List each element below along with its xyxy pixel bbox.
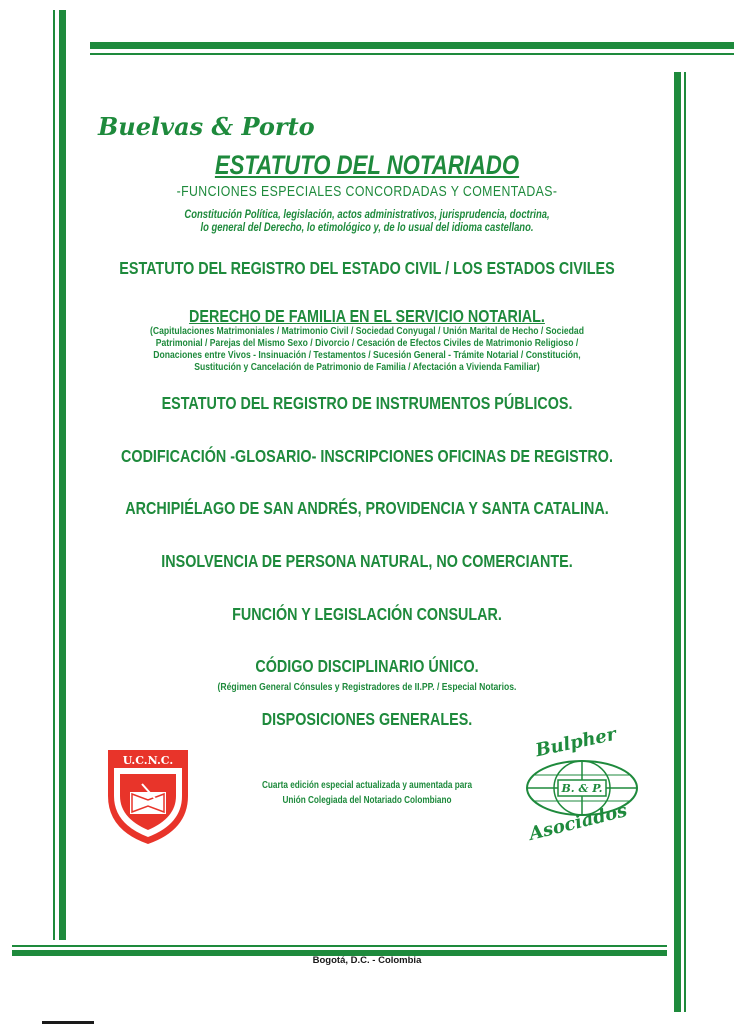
familia-detail-line-3: Donaciones entre Vivos - Insinuación / Testamentos / Sucesión General - Trámite Notarial / Constitución, <box>153 349 581 361</box>
document-title: ESTATUTO DEL NOTARIADO <box>214 150 520 180</box>
bulpher-logo-name: Bulpher <box>533 723 619 762</box>
location-footer: Bogotá, D.C. - Colombia <box>312 955 422 966</box>
section-disposiciones: DISPOSICIONES GENERALES. <box>261 709 473 729</box>
svg-text:U.C.N.C.: U.C.N.C. <box>122 754 174 767</box>
border-top-thick <box>90 42 734 49</box>
ucnc-seal-logo <box>100 744 196 848</box>
familia-detail-line-2: Patrimonial / Parejas del Mismo Sexo / Divorcio / Cesación de Efectos Civiles de Matrimonio Religioso / <box>155 337 579 349</box>
section-archipielago: ARCHIPIÉLAGO DE SAN ANDRÉS, PROVIDENCIA Y SANTA CATALINA. <box>125 498 609 518</box>
section-derecho-familia: DERECHO DE FAMILIA EN EL SERVICIO NOTARIAL. <box>189 306 545 326</box>
description-line-1: Constitución Política, legislación, actos administrativos, jurisprudencia, doctrina, <box>184 209 550 221</box>
border-bottom-thin <box>12 945 667 947</box>
border-top-thin <box>90 53 734 55</box>
publisher-name: Buelvas & Porto <box>98 112 315 141</box>
section-consular: FUNCIÓN Y LEGISLACIÓN CONSULAR. <box>232 604 502 624</box>
section-codigo-disciplinario: CÓDIGO DISCIPLINARIO ÚNICO. <box>255 656 479 676</box>
bulpher-logo-asociados: Asociados <box>526 800 630 845</box>
disciplinario-detail: (Régimen General Cónsules y Registradores de II.PP. / Especial Notarios. <box>217 681 517 693</box>
description-line-2: lo general del Derecho, lo etimológico y, de lo usual del idioma castellano. <box>200 222 534 234</box>
section-insolvencia: INSOLVENCIA DE PERSONA NATURAL, NO COMERCIANTE. <box>161 551 573 571</box>
svg-text:B. & P.: B. & P. <box>561 782 603 795</box>
document-subtitle: -FUNCIONES ESPECIALES CONCORDADAS Y COMENTADAS- <box>176 183 558 200</box>
section-registro-civil: ESTATUTO DEL REGISTRO DEL ESTADO CIVIL / LOS ESTADOS CIVILES <box>119 258 615 278</box>
familia-detail-line-4: Sustitución y Cancelación de Patrimonio de Familia / Afectación a Vivienda Familiar) <box>194 361 540 373</box>
familia-detail-line-1: (Capitulaciones Matrimoniales / Matrimonio Civil / Sociedad Conyugal / Unión Marital de Hecho / Sociedad <box>150 325 584 337</box>
edition-line-2: Unión Colegiada del Notariado Colombiano <box>282 795 452 806</box>
section-codificacion: CODIFICACIÓN -GLOSARIO- INSCRIPCIONES OFICINAS DE REGISTRO. <box>121 446 613 466</box>
section-instrumentos-publicos: ESTATUTO DEL REGISTRO DE INSTRUMENTOS PÚBLICOS. <box>161 393 573 413</box>
edition-line-1: Cuarta edición especial actualizada y aumentada para <box>261 780 473 791</box>
